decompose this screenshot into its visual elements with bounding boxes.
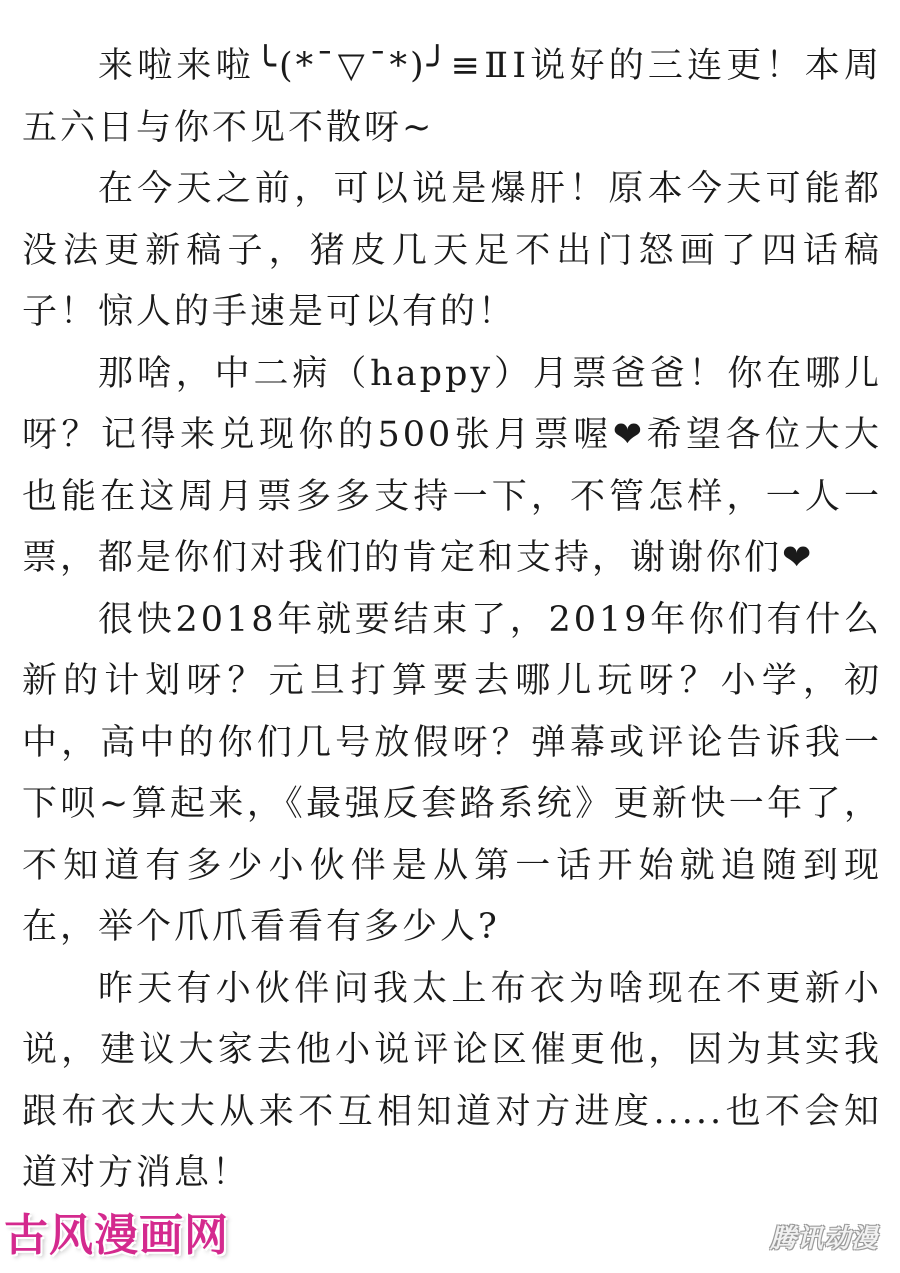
paragraph: 很快2018年就要结束了，2019年你们有什么新的计划呀？元旦打算要去哪儿玩呀？小学，初中，高中的你们几号放假呀？弹幕或评论告诉我一下呗~算起来，《最强反套路系统》更新快一年了，不知道有多少小伙伴是从第一话开始就追随到现在，举个爪爪看看有多少人?	[22, 599, 882, 947]
site-watermark-right: 腾讯动漫	[769, 1224, 878, 1254]
paragraph: 在今天之前，可以说是爆肝！原本今天可能都没法更新稿子，猪皮几天足不出门怒画了四话稿子！惊人的手速是可以有的！	[22, 169, 882, 332]
paragraph: 来啦来啦╰(*¯▽¯*)╯≡ⅡⅠ说好的三连更！本周五六日与你不见不散呀~	[22, 46, 882, 148]
site-watermark-left: 古风漫画网	[4, 1210, 229, 1261]
paragraph: 那啥，中二病（happy）月票爸爸！你在哪儿呀？记得来兑现你的500张月票喔❤希望各位大大也能在这周月票多多支持一下，不管怎样，一人一票，都是你们对我们的肯定和支持，谢谢你们❤	[22, 353, 882, 578]
paragraph: 昨天有小伙伴问我太上布衣为啥现在不更新小说，建议大家去他小说评论区催更他，因为其实我跟布衣大大从来不互相知道对方进度.....也不会知道对方消息！	[22, 968, 882, 1193]
